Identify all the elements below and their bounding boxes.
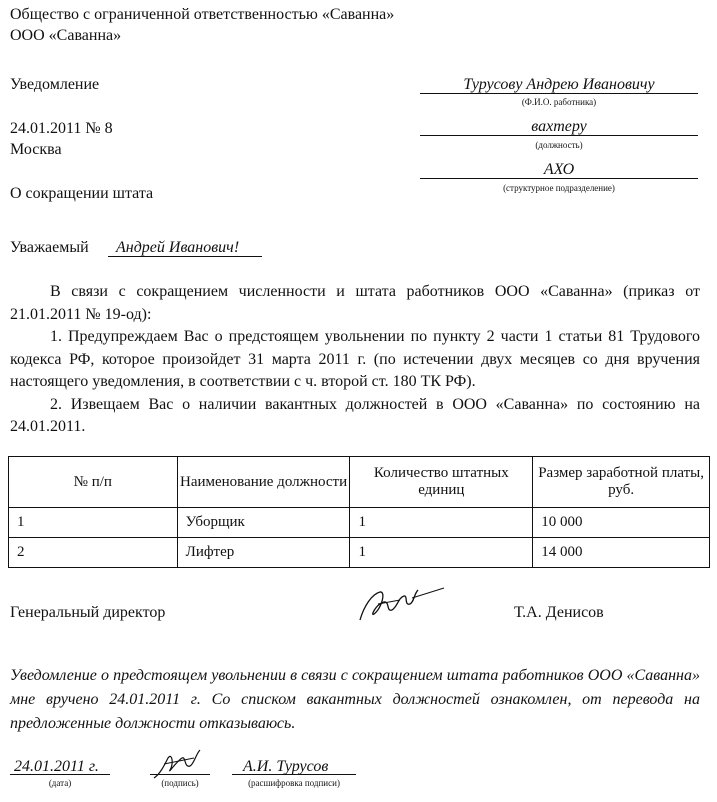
acknowledgement-paragraph: Уведомление о предстоящем увольнении в связи с сокращением штата работников ООО «Саванна» мне вручено 24.01.2011 г. Со списком вакантных должностей ознакомлен, от перевода на предложенные должности отказываюсь. <box>10 667 700 732</box>
ack-date: 24.01.2011 г. <box>14 758 99 775</box>
signer-name: Т.А. Денисов <box>514 604 604 621</box>
table-cell: 1 <box>350 538 533 568</box>
doc-subject: О сокращении штата <box>10 185 154 202</box>
recipient-name: Турусову Андрею Ивановичу <box>463 76 655 93</box>
doc-type: Уведомление <box>10 76 100 93</box>
ack-name: А.И. Турусов <box>243 758 329 775</box>
table-header-row <box>9 457 710 508</box>
table-header-position: Наименование должности <box>177 457 350 508</box>
table-header-number: № п/п <box>9 457 178 508</box>
recipient-department-line <box>420 178 698 179</box>
ack-date-line <box>10 774 110 775</box>
table-header-salary: Размер заработной платы, руб. <box>533 457 710 508</box>
acknowledgement-text <box>10 664 700 736</box>
table-row <box>9 538 710 568</box>
body-text <box>10 281 700 439</box>
signer-title: Генеральный директор <box>10 604 166 621</box>
director-signature-icon <box>352 584 452 624</box>
table-cell: Уборщик <box>177 508 350 538</box>
table-cell: Лифтер <box>177 538 350 568</box>
ack-sign-line <box>150 774 210 775</box>
recipient-department-caption: (структурное подразделение) <box>503 183 615 193</box>
ack-name-line <box>232 774 356 775</box>
recipient-name-caption: (Ф.И.О. работника) <box>521 97 597 107</box>
ack-date-caption: (дата) <box>48 778 72 788</box>
recipient-position-line <box>420 135 698 136</box>
doc-city: Москва <box>10 141 62 158</box>
greeting-name-line <box>108 256 262 257</box>
greeting-name: Андрей Иванович! <box>116 239 240 256</box>
body-paragraph-warning: 1. Предупреждаем Вас о предстоящем увольнении по пункту 2 части 1 статьи 81 Трудового кодекса РФ, которое произойдет 31 марта 2011 г. (по истечении двух месяцев со дня вручения настоящего уведомления, в соответствии с ч. второй ст. 180 ТК РФ). <box>10 328 700 390</box>
table-cell: 14 000 <box>533 538 710 568</box>
recipient-name-line <box>420 93 698 94</box>
table-cell: 1 <box>350 508 533 538</box>
ack-name-caption: (расшифровка подписи) <box>248 778 340 788</box>
recipient-department: АХО <box>543 161 575 178</box>
table-header-count: Количество штатных единиц <box>350 457 533 508</box>
body-paragraph-intro: В связи с сокращением численности и штата работников ООО «Саванна» (приказ от 21.01.2011 № 19-од): <box>10 283 700 323</box>
doc-date-number: 24.01.2011 № 8 <box>10 120 113 137</box>
table-cell: 2 <box>9 538 178 568</box>
table-row <box>9 508 710 538</box>
body-paragraph-vacancies: 2. Извещаем Вас о наличии вакантных должностей в ООО «Саванна» по состоянию на 24.01.2011. <box>10 395 700 435</box>
table-cell: 10 000 <box>533 508 710 538</box>
greeting-prefix: Уважаемый <box>10 239 89 256</box>
recipient-position: вахтеру <box>531 118 587 135</box>
table-cell: 1 <box>9 508 178 538</box>
org-short-name: ООО «Саванна» <box>10 27 122 44</box>
org-full-name: Общество с ограниченной ответственностью «Саванна» <box>10 6 395 23</box>
vacancies-table <box>8 456 710 568</box>
ack-sign-caption: (подпись) <box>161 778 199 788</box>
recipient-position-caption: (должность) <box>535 140 583 150</box>
